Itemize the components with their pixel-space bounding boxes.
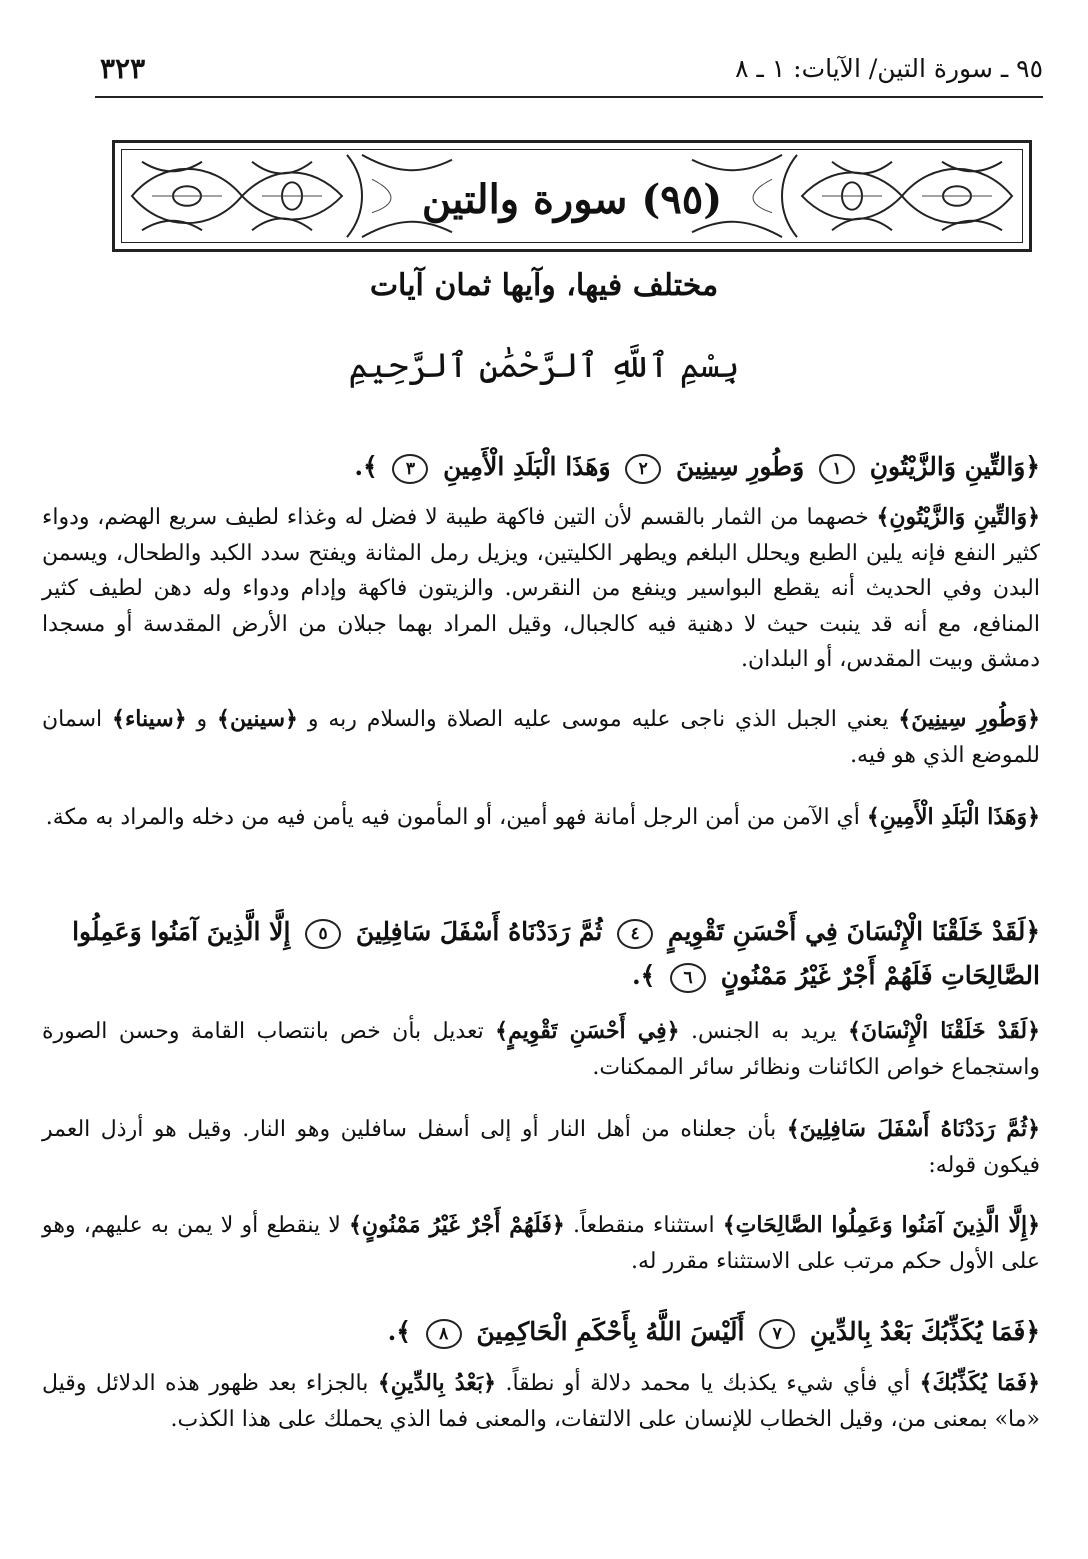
quoted-verse: ﴿وَطُورِ سِينِينَ﴾ bbox=[898, 706, 1040, 732]
banner-frame bbox=[121, 149, 1023, 243]
verse-text: ﴿فَمَا يُكَذِّبُكَ بَعْدُ بِالدِّينِ bbox=[809, 1317, 1040, 1346]
quoted-verse: ﴿إِلَّا الَّذِينَ آمَنُوا وَعَمِلُوا الصَّالِحَاتِ﴾ bbox=[722, 1212, 1041, 1238]
quoted-verse: ﴿لَقَدْ خَلَقْنَا الْإِنْسَانَ﴾ bbox=[847, 1018, 1040, 1044]
commentary-text: أي الآمن من أمن الرجل أمانة فهو أمين، أو المأمون فيه يأمن فيه من دخله والمراد به مكة. bbox=[45, 805, 867, 830]
verse-text: وَهَذَا الْبَلَدِ الْأَمِينِ bbox=[443, 452, 611, 481]
quoted-verse: ﴿وَالتِّينِ وَالزَّيْتُونِ﴾ bbox=[876, 504, 1041, 530]
verse-number-badge: ٤ bbox=[617, 919, 653, 949]
header-title: ٩٥ ـ سورة التين/ الآيات: ١ ـ ٨ bbox=[735, 54, 1043, 83]
header-rule bbox=[95, 96, 1043, 98]
commentary-paragraph-1 bbox=[42, 500, 1040, 678]
verse-text: ثُمَّ رَدَدْنَاهُ أَسْفَلَ سَافِلِينَ bbox=[355, 917, 603, 946]
verse-block-1 bbox=[40, 445, 1040, 489]
commentary-text: يعني الجبل الذي ناجى عليه موسى عليه الصلاة والسلام ربه و bbox=[297, 707, 899, 732]
commentary-text: اسمان للموضع الذي هو فيه. bbox=[42, 707, 1040, 768]
quoted-verse: ﴿فِي أَحْسَنِ تَقْوِيمٍ﴾ bbox=[495, 1018, 680, 1044]
quoted-word: ﴿سيناء﴾ bbox=[112, 706, 187, 732]
commentary-paragraph-5 bbox=[42, 1112, 1040, 1183]
surah-subtitle: مختلف فيها، وآيها ثمان آيات bbox=[369, 268, 719, 303]
running-header bbox=[100, 48, 1043, 90]
quoted-verse: ﴿فَمَا يُكَذِّبُكَ﴾ bbox=[919, 1370, 1040, 1396]
quoted-verse: ﴿فَلَهُمْ أَجْرٌ غَيْرُ مَمْنُونٍ﴾ bbox=[349, 1212, 565, 1238]
commentary-text: استثناء منقطعاً. bbox=[564, 1213, 723, 1238]
verse-block-2 bbox=[40, 910, 1040, 998]
verse-end: ﴾. bbox=[631, 961, 656, 990]
quoted-word: ﴿سينين﴾ bbox=[217, 706, 298, 732]
verse-block-3 bbox=[40, 1310, 1040, 1354]
commentary-paragraph-6 bbox=[42, 1208, 1040, 1279]
verse-end: ﴾. bbox=[354, 452, 378, 481]
surah-banner bbox=[112, 140, 1032, 252]
commentary-paragraph-3 bbox=[42, 800, 1040, 836]
quoted-verse: ﴿ثُمَّ رَدَدْنَاهُ أَسْفَلَ سَافِلِينَ﴾ bbox=[786, 1116, 1040, 1142]
commentary-text: لا ينقطع أو لا يمن به عليهم، وهو على الأول حكم مرتب على الاستثناء مقرر له. bbox=[42, 1213, 1040, 1274]
verse-number-badge: ٣ bbox=[392, 454, 428, 484]
commentary-paragraph-4 bbox=[42, 1014, 1040, 1085]
commentary-text: بأن جعلناه من أهل النار أو إلى أسفل سافلين وهو النار. وقيل هو أرذل العمر فيكون قوله: bbox=[42, 1117, 1040, 1178]
page-number: ٣٢٣ bbox=[100, 52, 146, 85]
commentary-text: بالجزاء بعد ظهور هذه الدلائل وقيل «ما» بمعنى من، وقيل الخطاب للإنسان على الالتفات، والمعنى فما الذي يحملك على هذا الكذب. bbox=[42, 1371, 1040, 1432]
surah-title: (٩٥) سورة والتين bbox=[421, 176, 723, 223]
commentary-text: خصهما من الثمار بالقسم لأن التين فاكهة طيبة لا فضل له وغذاء لطيف سريع الهضم، ودواء كثير النفع فإنه يلين الطبع ويحلل البلغم ويطهر الكليتين، ويزيل رمل المثانة ويفتح سدد الكبد والطحال، ويسمن البدن وفي الحديث أنه يقطع البواسير وينفع من النقرس. والزيتون فاكهة وإدام ودواء وله دهن لطيف كثير المنافع، مع أنه قد ينبت حيث لا دهنية فيه كالجبال، وقيل المراد بهما جبلان من الأرض المقدسة أو مسجدا دمشق وبيت المقدس، أو البلدان. bbox=[42, 505, 1040, 672]
commentary-text: و bbox=[186, 707, 218, 732]
commentary-text: أي فأي شيء يكذبك يا محمد دلالة أو نطقاً. bbox=[496, 1371, 920, 1396]
verse-number-badge: ٦ bbox=[670, 963, 706, 993]
verse-number-badge: ٥ bbox=[305, 919, 341, 949]
quoted-verse: ﴿وَهَذَا الْبَلَدِ الْأَمِينِ﴾ bbox=[866, 804, 1040, 830]
verse-number-badge: ٨ bbox=[426, 1319, 462, 1349]
verse-text: وَطُورِ سِينِينَ bbox=[675, 452, 805, 481]
verse-text: أَلَيْسَ اللَّهُ بِأَحْكَمِ الْحَاكِمِينَ bbox=[476, 1317, 745, 1346]
verse-number-badge: ٧ bbox=[759, 1319, 795, 1349]
verse-number-badge: ٢ bbox=[625, 454, 661, 484]
verse-text: ﴿وَالتِّينِ وَالزَّيْتُونِ bbox=[869, 452, 1040, 481]
commentary-paragraph-2 bbox=[42, 702, 1040, 773]
commentary-text: يريد به الجنس. bbox=[679, 1019, 848, 1044]
verse-number-badge: ١ bbox=[819, 454, 855, 484]
verse-text: ﴿لَقَدْ خَلَقْنَا الْإِنْسَانَ فِي أَحْسَنِ تَقْوِيمٍ bbox=[667, 917, 1040, 946]
commentary-text: تعديل بأن خص بانتصاب القامة وحسن الصورة واستجماع خواص الكائنات ونظائر سائر الممكنات. bbox=[42, 1019, 1040, 1080]
verse-end: ﴾. bbox=[387, 1317, 411, 1346]
verse-text: إِلَّا الَّذِينَ آمَنُوا وَعَمِلُوا الصَّالِحَاتِ فَلَهُمْ أَجْرٌ غَيْرُ مَمْنُونٍ bbox=[72, 917, 1040, 990]
basmala: بِسْمِ ٱللَّهِ ٱلرَّحْمَٰنِ ٱلرَّحِيمِ bbox=[348, 346, 740, 386]
quoted-verse: ﴿بَعْدُ بِالدِّينِ﴾ bbox=[377, 1370, 496, 1396]
commentary-paragraph-7 bbox=[42, 1366, 1040, 1437]
